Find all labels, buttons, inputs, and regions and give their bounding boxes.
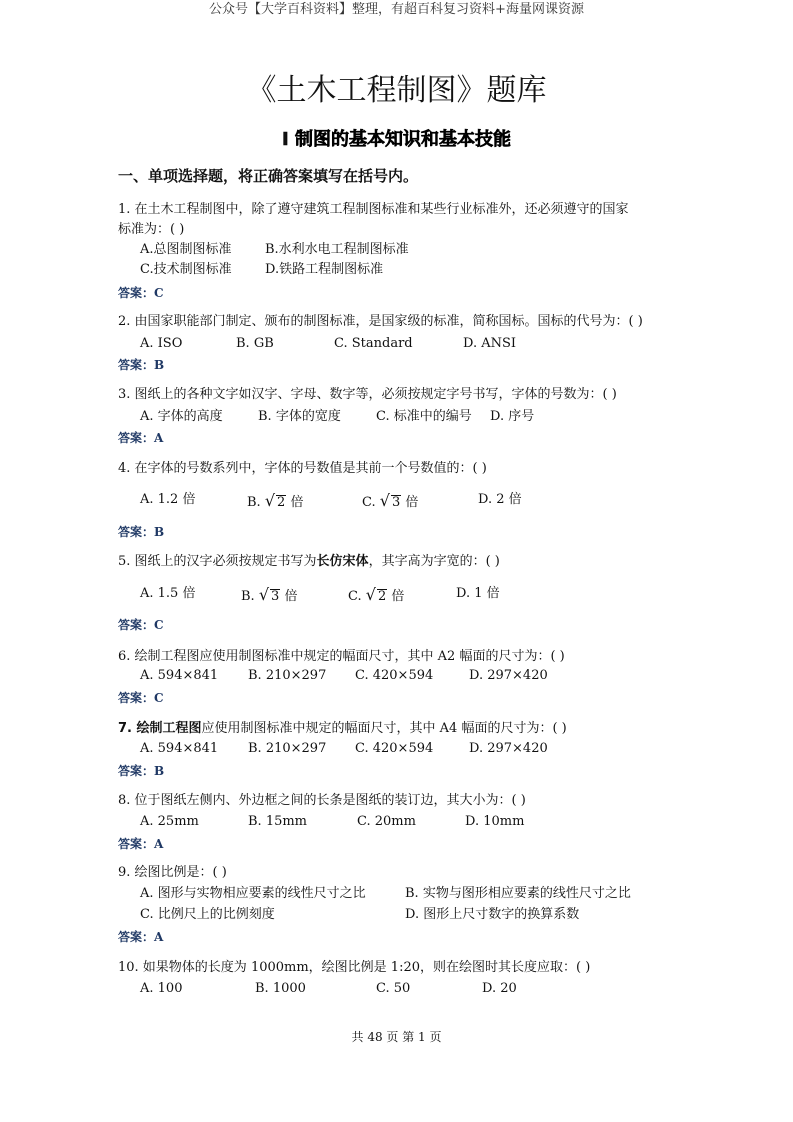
answer-option: D. ANSI — [463, 336, 517, 351]
option-label: B. — [241, 589, 259, 604]
option-suffix: 倍 — [401, 495, 419, 510]
question-text-segment: 3. 图纸上的各种文字如汉字、字母、数字等，必须按规定字号书写，字体的号数为：( ) — [118, 387, 617, 402]
answer-option: B. 210×297 — [248, 741, 327, 756]
option-label: C. — [348, 589, 366, 604]
question-text — [118, 722, 567, 735]
answer-option: C. Standard — [334, 336, 413, 351]
answer-option: B. 210×297 — [248, 668, 327, 683]
answer-key: 答案：A — [118, 930, 164, 944]
question-text — [118, 961, 590, 974]
answer-option: C. 420×594 — [355, 668, 434, 683]
answer-option: D. 1 倍 — [456, 586, 500, 601]
question-text-segment: 1. 在土木工程制图中，除了遵守建筑工程制图标准和某些行业标准外，还必须遵守的国家 — [118, 202, 629, 217]
answer-option: A. 594×841 — [140, 741, 219, 756]
answer-option — [247, 493, 303, 510]
square-root-icon: √ — [264, 491, 276, 510]
answer-option: D.铁路工程制图标准 — [265, 262, 384, 277]
question-text-segment: 应使用制图标准中规定的幅面尺寸，其中 A4 幅面的尺寸为：( ) — [201, 721, 567, 736]
square-root-icon: √ — [379, 491, 390, 510]
answer-key: 答案：C — [118, 286, 164, 300]
question-text — [118, 866, 227, 879]
emphasized-text: 7. 绘制工程图 — [118, 721, 202, 736]
option-suffix: 倍 — [286, 495, 304, 510]
answer-option: D. 序号 — [490, 409, 535, 424]
answer-option — [348, 587, 404, 604]
answer-option: D. 297×420 — [469, 668, 548, 683]
answer-option: B. 15mm — [248, 814, 308, 829]
answer-option: C. 420×594 — [355, 741, 434, 756]
answer-option: B.水利水电工程制图标准 — [265, 242, 409, 257]
section-heading: 一、单项选择题，将正确答案填写在括号内。 — [118, 167, 419, 185]
question-text-segment: 标准为：( ) — [118, 222, 185, 237]
question-text — [118, 388, 617, 401]
radicand: 3 — [391, 495, 401, 510]
answer-key: 答案：B — [118, 764, 165, 778]
option-label: B. — [247, 495, 265, 510]
question-text — [118, 555, 500, 568]
answer-option: C. 标准中的编号 — [376, 409, 472, 424]
answer-option: A. 1.2 倍 — [140, 492, 196, 507]
answer-option: B. 实物与图形相应要素的线性尺寸之比 — [405, 886, 631, 901]
question-text-segment: 8. 位于图纸左侧内、外边框之间的长条是图纸的装订边，其大小为：( ) — [118, 793, 526, 808]
watermark-header: 公众号【大学百科资料】整理，有超百科复习资料+海量网课资源 — [209, 2, 584, 17]
answer-option: C. 20mm — [357, 814, 416, 829]
answer-option — [362, 493, 418, 510]
radicand: 2 — [277, 495, 286, 510]
answer-option: D. 图形上尺寸数字的换算系数 — [405, 907, 580, 922]
answer-option: A. 字体的高度 — [140, 409, 223, 424]
answer-option: A. 图形与实物相应要素的线性尺寸之比 — [140, 886, 366, 901]
radicand: 3 — [271, 589, 280, 604]
answer-option: D. 2 倍 — [478, 492, 522, 507]
answer-option: D. 10mm — [465, 814, 525, 829]
answer-option: A. 594×841 — [140, 668, 219, 683]
question-text — [118, 650, 565, 663]
answer-option: A.总图制图标准 — [140, 242, 232, 257]
answer-option: D. 20 — [482, 981, 517, 996]
option-suffix: 倍 — [387, 589, 405, 604]
answer-key: 答案：C — [118, 618, 164, 632]
radicand: 2 — [377, 589, 387, 604]
page-footer: 共 48 页 第 1 页 — [351, 1030, 442, 1044]
answer-key: 答案：B — [118, 358, 165, 372]
page-title: 《土木工程制图》题库 — [246, 73, 547, 108]
answer-option: A. 1.5 倍 — [140, 586, 196, 601]
question-text-segment: 6. 绘制工程图应使用制图标准中规定的幅面尺寸，其中 A2 幅面的尺寸为：( ) — [118, 649, 565, 664]
question-text — [118, 462, 487, 475]
answer-key: 答案：C — [118, 691, 164, 705]
answer-option: B. 字体的宽度 — [258, 409, 341, 424]
answer-option: C. 50 — [376, 981, 411, 996]
chapter-title: I 制图的基本知识和基本技能 — [282, 129, 511, 150]
answer-option: C. 比例尺上的比例刻度 — [140, 907, 275, 922]
question-text-segment: 2. 由国家职能部门制定、颁布的制图标准，是国家级的标准，简称国标。国标的代号为：( ) — [118, 314, 643, 329]
emphasized-text: 长仿宋体 — [316, 554, 369, 569]
option-suffix: 倍 — [280, 589, 298, 604]
question-text — [118, 794, 526, 807]
question-text — [118, 203, 629, 216]
answer-option: A. ISO — [140, 336, 183, 351]
answer-key: 答案：A — [118, 431, 164, 445]
question-text — [118, 315, 643, 328]
answer-option: B. 1000 — [255, 981, 306, 996]
question-text-segment: 4. 在字体的号数系列中，字体的号数值是其前一个号数值的：( ) — [118, 461, 487, 476]
square-root-icon: √ — [365, 585, 376, 604]
option-label: C. — [362, 495, 380, 510]
answer-key: 答案：B — [118, 525, 165, 539]
answer-option: B. GB — [236, 336, 274, 351]
question-text-segment: 10. 如果物体的长度为 1000mm，绘图比例是 1:20，则在绘图时其长度应取：( ) — [118, 960, 591, 975]
answer-option — [241, 587, 297, 604]
answer-option: A. 25mm — [140, 814, 199, 829]
question-text-segment: 9. 绘图比例是：( ) — [118, 865, 227, 880]
question-text — [118, 223, 184, 236]
question-text-segment: 5. 图纸上的汉字必须按规定书写为 — [118, 554, 317, 569]
answer-option: D. 297×420 — [469, 741, 548, 756]
answer-option: C.技术制图标准 — [140, 262, 232, 277]
square-root-icon: √ — [258, 585, 270, 604]
answer-option: A. 100 — [140, 981, 183, 996]
question-text-segment: ，其字高为字宽的：( ) — [368, 554, 500, 569]
answer-key: 答案：A — [118, 837, 164, 851]
